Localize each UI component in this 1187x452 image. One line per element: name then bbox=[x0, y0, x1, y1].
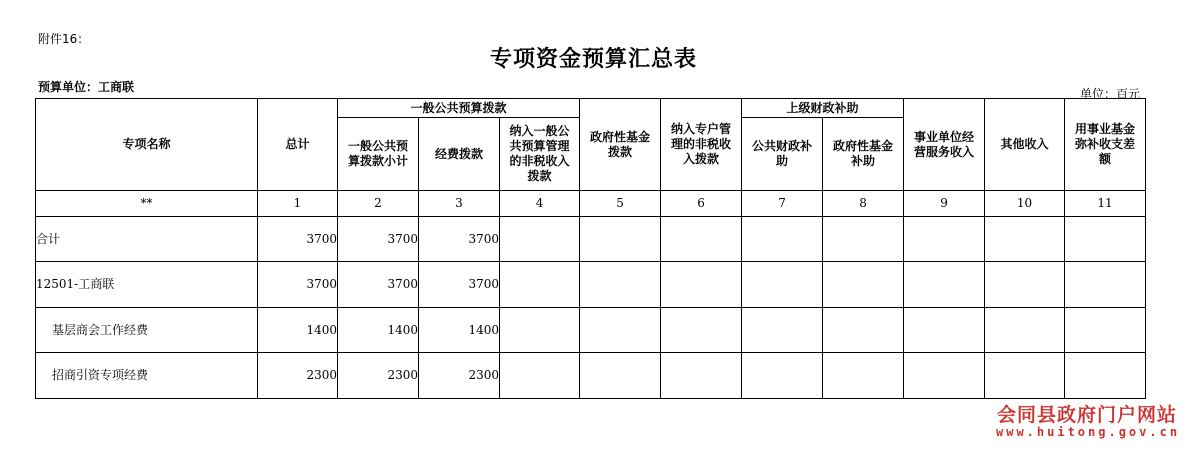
empty-cell bbox=[742, 217, 823, 262]
index-cell: 2 bbox=[338, 191, 419, 217]
index-cell: 1 bbox=[258, 191, 338, 217]
header-group-higher-subsidy: 上级财政补助 bbox=[742, 99, 904, 118]
row-name: 基层商会工作经费 bbox=[36, 308, 258, 353]
empty-cell bbox=[742, 353, 823, 399]
empty-cell bbox=[985, 308, 1065, 353]
table-row-unit bbox=[36, 262, 1146, 308]
empty-cell bbox=[823, 308, 904, 353]
empty-cell bbox=[1065, 217, 1146, 262]
index-cell: 7 bbox=[742, 191, 823, 217]
header-other-income: 其他收入 bbox=[985, 99, 1065, 191]
row-name: 12501-工商联 bbox=[36, 262, 258, 308]
empty-cell bbox=[1065, 308, 1146, 353]
page-title: 专项资金预算汇总表 bbox=[489, 47, 697, 72]
empty-cell bbox=[904, 262, 985, 308]
empty-cell bbox=[500, 353, 580, 399]
budget-unit-label: 预算单位：工商联 bbox=[38, 80, 135, 94]
cell-general-subtotal: 3700 bbox=[338, 262, 419, 308]
cell-total: 3700 bbox=[258, 217, 338, 262]
cell-funding: 2300 bbox=[419, 353, 500, 399]
header-gov-fund-subsidy: 政府性基金 补助 bbox=[823, 118, 904, 191]
header-total: 总计 bbox=[258, 99, 338, 191]
table-row-total bbox=[36, 217, 1146, 262]
empty-cell bbox=[823, 353, 904, 399]
header-project-name: 专项名称 bbox=[36, 99, 258, 191]
index-cell: ** bbox=[36, 191, 258, 217]
index-cell: 11 bbox=[1065, 191, 1146, 217]
empty-cell bbox=[985, 262, 1065, 308]
watermark-url: www.huitong.gov.cn bbox=[996, 425, 1181, 439]
header-funding: 经费拨款 bbox=[419, 118, 500, 191]
table-row bbox=[36, 308, 1146, 353]
cell-funding: 1400 bbox=[419, 308, 500, 353]
empty-cell bbox=[580, 262, 661, 308]
empty-cell bbox=[1065, 262, 1146, 308]
amount-unit-label: 单位：百元 bbox=[1080, 87, 1141, 101]
empty-cell bbox=[742, 308, 823, 353]
header-group-general-budget: 一般公共预算拨款 bbox=[338, 99, 580, 118]
watermark-site-name: 会同县政府门户网站 bbox=[997, 404, 1178, 426]
cell-total: 2300 bbox=[258, 353, 338, 399]
empty-cell bbox=[500, 217, 580, 262]
index-cell: 4 bbox=[500, 191, 580, 217]
cell-funding: 3700 bbox=[419, 262, 500, 308]
cell-total: 1400 bbox=[258, 308, 338, 353]
index-row bbox=[36, 191, 1146, 217]
cell-total: 3700 bbox=[258, 262, 338, 308]
empty-cell bbox=[661, 308, 742, 353]
empty-cell bbox=[904, 308, 985, 353]
empty-cell bbox=[500, 308, 580, 353]
index-cell: 5 bbox=[580, 191, 661, 217]
header-row-1 bbox=[36, 99, 1146, 118]
table-row bbox=[36, 353, 1146, 399]
row-name: 合计 bbox=[36, 217, 258, 262]
index-cell: 10 bbox=[985, 191, 1065, 217]
empty-cell bbox=[580, 353, 661, 399]
header-business-income: 事业单位经 营服务收入 bbox=[904, 99, 985, 191]
index-cell: 8 bbox=[823, 191, 904, 217]
attachment-label: 附件16： bbox=[38, 32, 90, 46]
empty-cell bbox=[580, 217, 661, 262]
header-reserve-fund: 用事业基金 弥补收支差 额 bbox=[1065, 99, 1146, 191]
empty-cell bbox=[1065, 353, 1146, 399]
empty-cell bbox=[580, 308, 661, 353]
header-public-subsidy: 公共财政补 助 bbox=[742, 118, 823, 191]
empty-cell bbox=[742, 262, 823, 308]
row-name: 招商引资专项经费 bbox=[36, 353, 258, 399]
empty-cell bbox=[823, 217, 904, 262]
cell-general-subtotal: 2300 bbox=[338, 353, 419, 399]
empty-cell bbox=[904, 353, 985, 399]
index-cell: 3 bbox=[419, 191, 500, 217]
cell-general-subtotal: 1400 bbox=[338, 308, 419, 353]
budget-summary-table bbox=[35, 98, 1146, 399]
empty-cell bbox=[661, 262, 742, 308]
empty-cell bbox=[661, 217, 742, 262]
header-general-subtotal: 一般公共预 算拨款小计 bbox=[338, 118, 419, 191]
empty-cell bbox=[500, 262, 580, 308]
header-special-account-nontax: 纳入专户管 理的非税收 入拨款 bbox=[661, 99, 742, 191]
empty-cell bbox=[904, 217, 985, 262]
header-nontax-general: 纳入一般公 共预算管理 的非税收入 拨款 bbox=[500, 118, 580, 191]
empty-cell bbox=[985, 217, 1065, 262]
index-cell: 6 bbox=[661, 191, 742, 217]
header-gov-fund-appropriation: 政府性基金 拨款 bbox=[580, 99, 661, 191]
index-cell: 9 bbox=[904, 191, 985, 217]
empty-cell bbox=[985, 353, 1065, 399]
empty-cell bbox=[823, 262, 904, 308]
cell-general-subtotal: 3700 bbox=[338, 217, 419, 262]
empty-cell bbox=[661, 353, 742, 399]
cell-funding: 3700 bbox=[419, 217, 500, 262]
